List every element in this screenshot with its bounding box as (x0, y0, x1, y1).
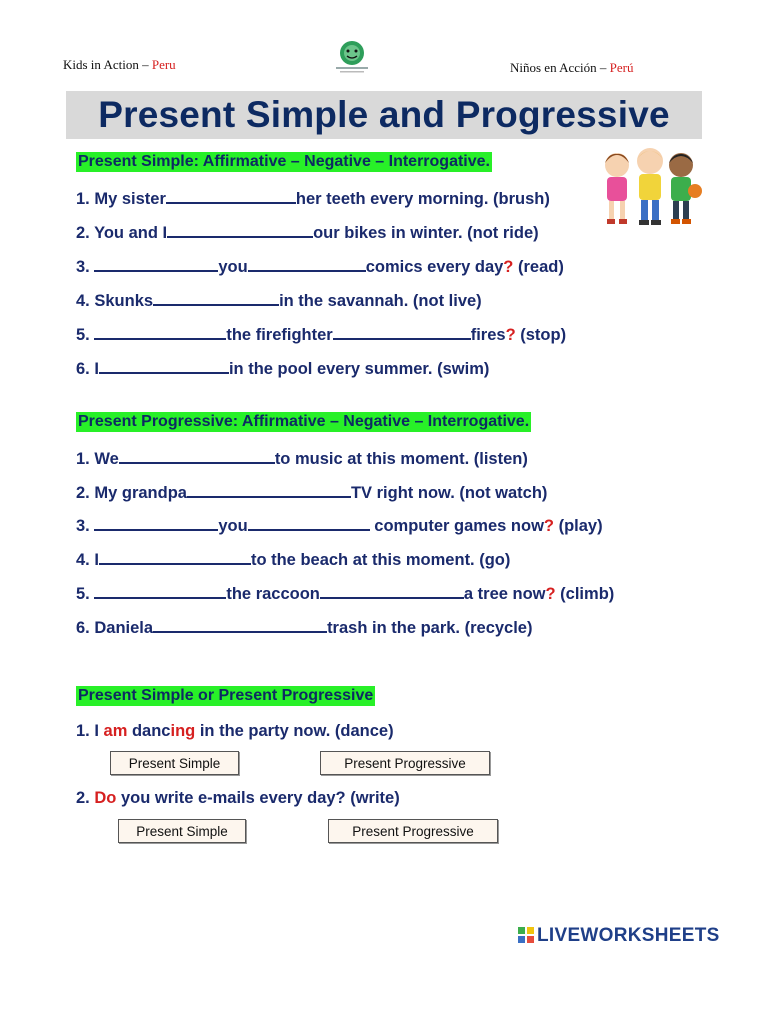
item-text: trash in the park. (recycle) (327, 619, 533, 637)
item-text: in the party now. (dance) (195, 722, 394, 740)
progressive-item-3 (76, 513, 603, 537)
item-text: to the beach at this moment. (go) (250, 551, 511, 569)
item-text: comics every day (365, 258, 504, 276)
item-text: I (94, 360, 99, 378)
highlight-word: Do (94, 789, 117, 807)
section-heading-choice: Present Simple or Present Progressive (78, 687, 374, 704)
item-number: 6. (76, 360, 90, 378)
item-text: You and I (94, 224, 168, 242)
answer-blank[interactable] (333, 322, 471, 340)
choice-question-2 (76, 787, 400, 809)
item-hint: (read) (513, 258, 564, 276)
item-text: in the savannah. (not live) (279, 292, 482, 310)
simple-item-2 (76, 220, 539, 244)
progressive-item-6 (76, 615, 532, 639)
item-text: We (94, 450, 119, 468)
choice-question-1 (76, 720, 394, 742)
header-right-accent: Perú (609, 60, 634, 75)
q1-present-progressive-button[interactable]: Present Progressive (320, 751, 490, 775)
item-text: Daniela (94, 619, 154, 637)
progressive-item-1 (76, 446, 528, 470)
question-mark: ? (505, 326, 516, 344)
progressive-item-2 (76, 480, 547, 504)
item-number: 4. (76, 292, 90, 310)
section-heading-progressive: Present Progressive: Affirmative – Negative – Interrogative. (78, 413, 530, 430)
answer-blank[interactable] (99, 356, 229, 374)
item-hint: (play) (554, 517, 603, 535)
simple-item-1 (76, 186, 550, 210)
progressive-item-5 (76, 581, 614, 605)
item-hint: (stop) (515, 326, 567, 344)
item-number: 6. (76, 619, 90, 637)
item-text: our bikes in winter. (not ride) (313, 224, 539, 242)
item-number: 1. (76, 450, 90, 468)
header-right-text: Niños en Acción – (510, 60, 610, 75)
item-hint: (climb) (555, 585, 615, 603)
item-text: My grandpa (94, 484, 187, 502)
item-text: TV right now. (not watch) (350, 484, 548, 502)
question-mark: ? (543, 517, 554, 535)
answer-blank[interactable] (94, 322, 226, 340)
simple-item-3 (76, 254, 564, 278)
item-text: to music at this moment. (listen) (274, 450, 528, 468)
highlight-word: ing (170, 722, 196, 740)
progressive-item-4 (76, 547, 510, 571)
answer-blank[interactable] (94, 581, 226, 599)
liveworksheets-brand[interactable]: LIVEWORKSHEETS (537, 925, 720, 946)
q1-present-simple-button[interactable]: Present Simple (110, 751, 239, 775)
liveworksheets-logo-icon (518, 927, 534, 943)
item-number: 2. (76, 789, 90, 807)
highlight-word: am (103, 722, 128, 740)
title-banner (66, 91, 702, 139)
answer-blank[interactable] (248, 254, 366, 272)
kids-illustration-icon (595, 143, 705, 227)
item-text: her teeth every morning. (brush) (295, 190, 550, 208)
answer-blank[interactable] (94, 254, 218, 272)
header-right (510, 60, 634, 76)
question-mark: ? (545, 585, 556, 603)
item-text: you (218, 258, 248, 276)
item-number: 1. (76, 190, 90, 208)
answer-blank[interactable] (187, 480, 351, 498)
item-text: Skunks (94, 292, 154, 310)
header-left-accent: Peru (151, 57, 176, 72)
item-text: you write e-mails every day? (write) (116, 789, 400, 807)
item-text: in the pool every summer. (swim) (228, 360, 490, 378)
item-text: fires (470, 326, 506, 344)
item-text: I (94, 722, 104, 740)
answer-blank[interactable] (166, 186, 296, 204)
answer-blank[interactable] (248, 513, 370, 531)
answer-blank[interactable] (320, 581, 464, 599)
page-title: Present Simple and Progressive (98, 94, 670, 135)
answer-blank[interactable] (94, 513, 218, 531)
simple-item-6 (76, 356, 489, 380)
answer-blank[interactable] (99, 547, 251, 565)
item-text: a tree now (463, 585, 546, 603)
q2-present-progressive-button[interactable]: Present Progressive (328, 819, 498, 843)
item-number: 2. (76, 484, 90, 502)
header-left-text: Kids in Action – (63, 57, 152, 72)
item-text: My sister (94, 190, 166, 208)
item-text: I (94, 551, 99, 569)
answer-blank[interactable] (119, 446, 275, 464)
question-mark: ? (503, 258, 514, 276)
item-text: you (218, 517, 248, 535)
item-text: the firefighter (226, 326, 333, 344)
answer-blank[interactable] (153, 615, 327, 633)
simple-item-4 (76, 288, 482, 312)
simple-item-5 (76, 322, 566, 346)
school-logo-icon (330, 40, 374, 74)
item-number: 1. (76, 722, 90, 740)
answer-blank[interactable] (153, 288, 279, 306)
item-number: 4. (76, 551, 90, 569)
item-number: 3. (76, 517, 90, 535)
item-text: computer games now (369, 517, 544, 535)
header-left (63, 57, 176, 73)
item-number: 5. (76, 585, 90, 603)
item-number: 5. (76, 326, 90, 344)
item-number: 2. (76, 224, 90, 242)
section-heading-simple: Present Simple: Affirmative – Negative – Interrogative. (78, 153, 490, 170)
item-number: 3. (76, 258, 90, 276)
q2-present-simple-button[interactable]: Present Simple (118, 819, 246, 843)
item-text: the raccoon (226, 585, 320, 603)
item-text: danc (127, 722, 171, 740)
answer-blank[interactable] (167, 220, 313, 238)
